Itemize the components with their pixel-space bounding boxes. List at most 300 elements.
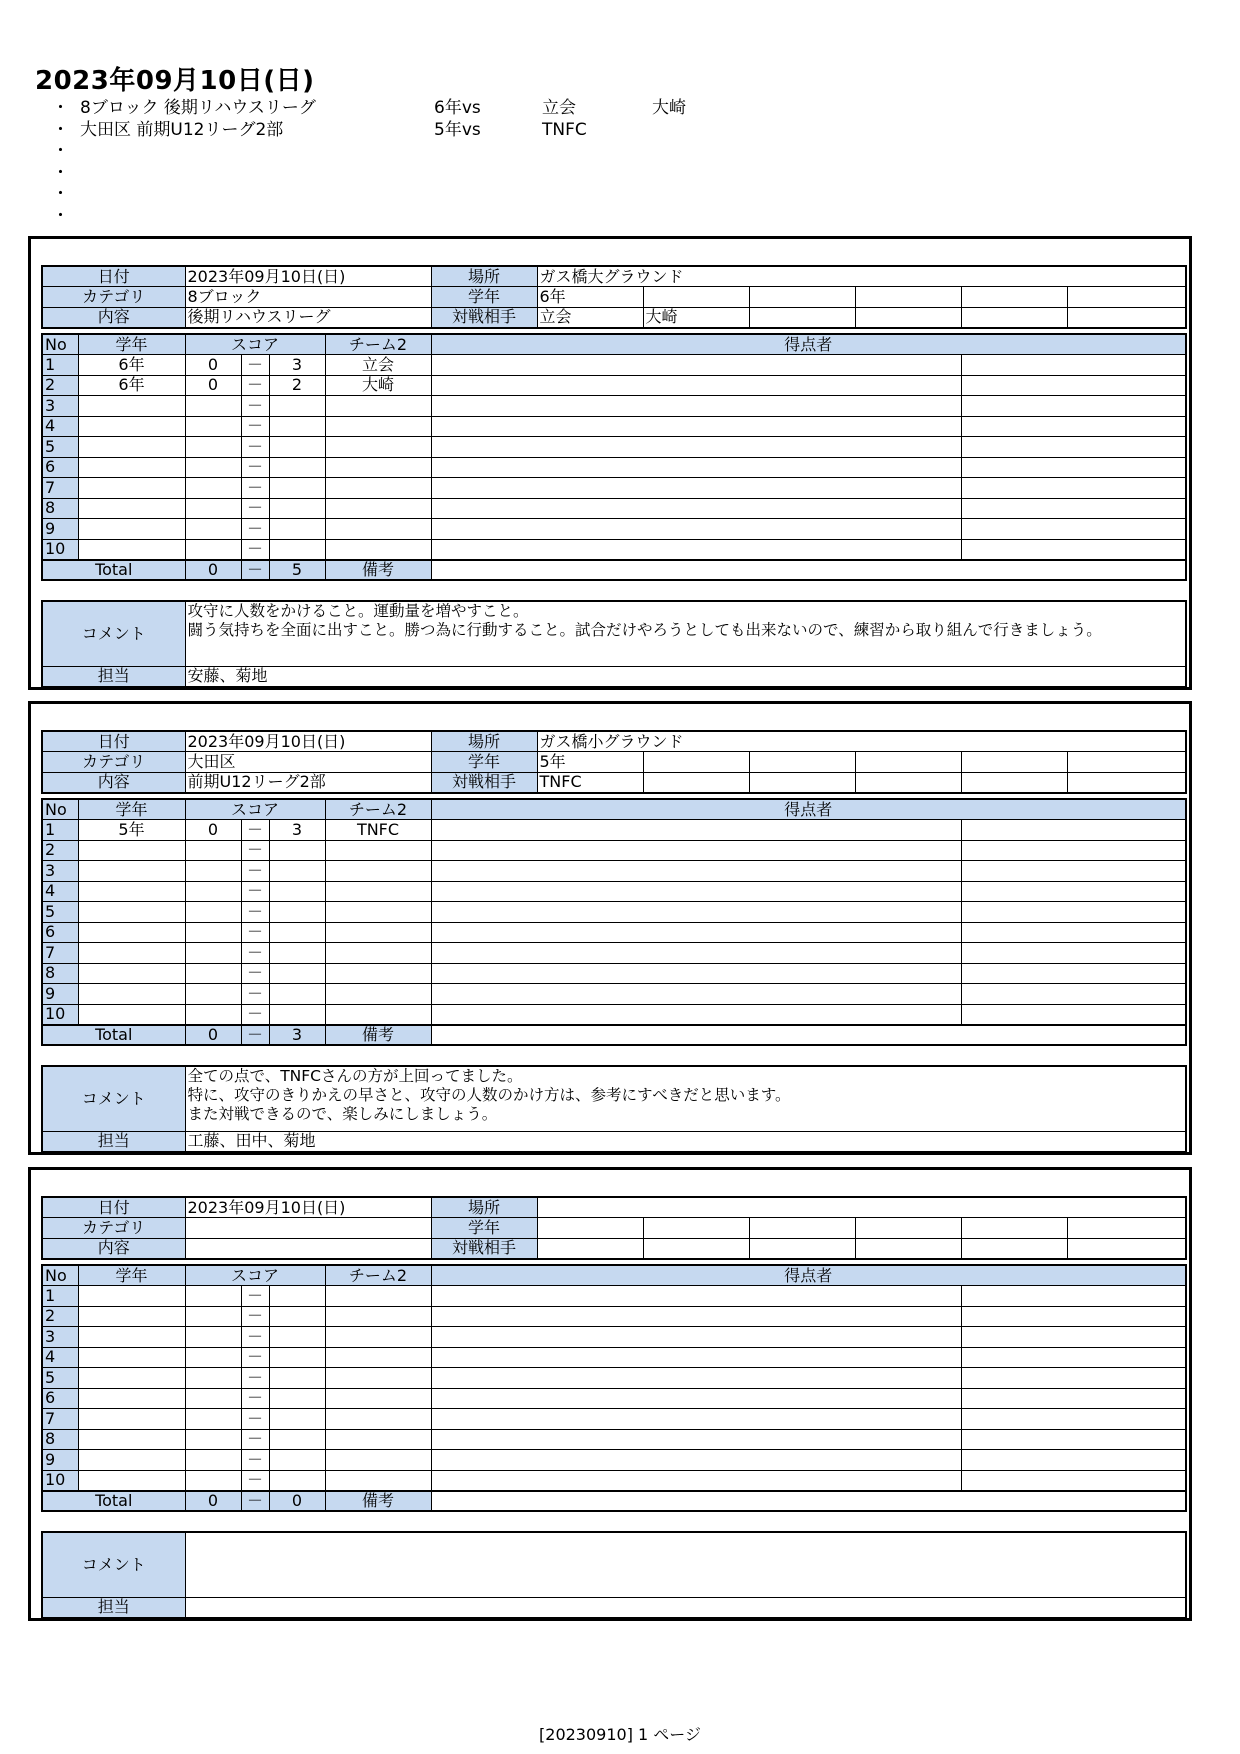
row-score-dash: － — [241, 1368, 269, 1389]
score-row — [42, 861, 1186, 882]
row-number: 8 — [42, 963, 78, 984]
row-team2 — [325, 1286, 431, 1307]
score-row — [42, 820, 1186, 841]
row-scorer-extra — [961, 457, 1186, 478]
grade-extra-cell — [749, 1218, 855, 1239]
row-number: 3 — [42, 1327, 78, 1348]
staff-label: 担当 — [42, 1597, 185, 1618]
row-team2 — [325, 498, 431, 519]
row-score-opp — [269, 416, 325, 437]
grade-header: 学年 — [78, 334, 185, 355]
row-score-opp — [269, 457, 325, 478]
row-score-opp — [269, 1388, 325, 1409]
row-team2 — [325, 840, 431, 861]
row-score-dash: － — [241, 396, 269, 417]
row-scorer — [431, 478, 961, 499]
row-scorer-extra — [961, 478, 1186, 499]
row-scorer — [431, 1368, 961, 1389]
row-number: 6 — [42, 457, 78, 478]
category-value: 大田区 — [185, 752, 431, 773]
row-score-opp — [269, 1429, 325, 1450]
row-number: 5 — [42, 902, 78, 923]
row-team2 — [325, 902, 431, 923]
row-scorer-extra — [961, 984, 1186, 1005]
row-score-dash: － — [241, 1004, 269, 1025]
row-scorer-extra — [961, 922, 1186, 943]
row-score-opp — [269, 1286, 325, 1307]
total-dash: － — [241, 1025, 269, 1046]
page-footer: [20230910] 1 ページ — [539, 1725, 701, 1744]
staff-label: 担当 — [42, 666, 185, 687]
row-score-dash: － — [241, 539, 269, 560]
row-team2: 立会 — [325, 355, 431, 376]
row-team2 — [325, 922, 431, 943]
opponent-extra-cell — [961, 307, 1067, 328]
opponent-extra-cell — [1067, 772, 1186, 793]
row-team2 — [325, 1450, 431, 1471]
row-score-own: 0 — [185, 375, 241, 396]
opponent-extra-cell — [961, 1238, 1067, 1259]
row-score-own — [185, 1388, 241, 1409]
row-score-own — [185, 437, 241, 458]
date-label: 日付 — [42, 731, 185, 752]
row-grade — [78, 1347, 185, 1368]
row-number: 4 — [42, 1347, 78, 1368]
row-score-own — [185, 539, 241, 560]
row-team2 — [325, 963, 431, 984]
row-number: 7 — [42, 1409, 78, 1430]
score-row — [42, 498, 1186, 519]
row-team2 — [325, 881, 431, 902]
row-score-dash: － — [241, 881, 269, 902]
row-score-own — [185, 1347, 241, 1368]
row-grade — [78, 984, 185, 1005]
row-score-opp — [269, 984, 325, 1005]
row-scorer — [431, 1450, 961, 1471]
row-grade — [78, 1286, 185, 1307]
row-grade — [78, 1388, 185, 1409]
score-row — [42, 1347, 1186, 1368]
row-number: 10 — [42, 1470, 78, 1491]
grade-header: 学年 — [78, 1265, 185, 1286]
opponent-extra-cell — [855, 1238, 961, 1259]
category-label: カテゴリ — [42, 752, 185, 773]
row-scorer-extra — [961, 1388, 1186, 1409]
row-grade — [78, 498, 185, 519]
row-number: 8 — [42, 498, 78, 519]
scorer-header: 得点者 — [431, 334, 1186, 355]
row-number: 6 — [42, 922, 78, 943]
row-score-opp — [269, 861, 325, 882]
row-score-own — [185, 1409, 241, 1430]
row-number: 4 — [42, 881, 78, 902]
remarks-label: 備考 — [325, 1025, 431, 1046]
opponent-value — [537, 1238, 643, 1259]
row-number: 5 — [42, 1368, 78, 1389]
grade-value — [537, 1218, 643, 1239]
place-value — [537, 1197, 1186, 1218]
row-score-own — [185, 1450, 241, 1471]
date-label: 日付 — [42, 1197, 185, 1218]
category-label: カテゴリ — [42, 1218, 185, 1239]
row-grade — [78, 478, 185, 499]
row-scorer-extra — [961, 861, 1186, 882]
row-grade: 5年 — [78, 820, 185, 841]
score-row — [42, 943, 1186, 964]
total-own: 0 — [185, 560, 241, 581]
row-team2 — [325, 396, 431, 417]
row-grade — [78, 1470, 185, 1491]
row-scorer — [431, 437, 961, 458]
row-score-dash: － — [241, 943, 269, 964]
staff-value: 工藤、田中、菊地 — [185, 1131, 1186, 1152]
remarks-label: 備考 — [325, 560, 431, 581]
score-row — [42, 1004, 1186, 1025]
score-table — [41, 333, 1187, 581]
remarks-value — [431, 560, 1186, 581]
row-score-own — [185, 861, 241, 882]
row-score-opp — [269, 881, 325, 902]
row-score-own — [185, 922, 241, 943]
row-grade — [78, 943, 185, 964]
opponent-extra-cell — [855, 772, 961, 793]
total-label: Total — [42, 1491, 185, 1512]
match-info-table — [41, 730, 1187, 794]
grade-header: 学年 — [78, 799, 185, 820]
row-score-dash: － — [241, 375, 269, 396]
row-grade — [78, 519, 185, 540]
row-number: 10 — [42, 1004, 78, 1025]
row-scorer-extra — [961, 1327, 1186, 1348]
comment-value: 全ての点で、TNFCさんの方が上回ってました。 特に、攻守のきりかえの早さと、攻守の人数のかけ方は、参考にすべきだと思います。 また対戦できるので、楽しみにしましょう。 — [185, 1066, 1186, 1131]
no-header: No — [42, 1265, 78, 1286]
row-scorer — [431, 922, 961, 943]
row-score-dash: － — [241, 922, 269, 943]
row-score-opp: 3 — [269, 820, 325, 841]
row-score-dash: － — [241, 1347, 269, 1368]
row-score-opp — [269, 922, 325, 943]
total-own: 0 — [185, 1025, 241, 1046]
row-score-opp — [269, 1470, 325, 1491]
row-scorer — [431, 1470, 961, 1491]
no-header: No — [42, 334, 78, 355]
row-score-opp — [269, 902, 325, 923]
row-number: 3 — [42, 396, 78, 417]
comment-label: コメント — [42, 601, 185, 666]
summary-grade: 5年vs — [434, 119, 481, 140]
row-number: 6 — [42, 1388, 78, 1409]
row-number: 1 — [42, 820, 78, 841]
score-row — [42, 396, 1186, 417]
total-dash: － — [241, 560, 269, 581]
score-row — [42, 840, 1186, 861]
row-number: 3 — [42, 861, 78, 882]
row-score-own — [185, 984, 241, 1005]
total-own: 0 — [185, 1491, 241, 1512]
row-scorer-extra — [961, 1347, 1186, 1368]
row-score-opp — [269, 963, 325, 984]
row-scorer — [431, 375, 961, 396]
score-table — [41, 1264, 1187, 1512]
summary-match: 大田区 前期U12リーグ2部 — [80, 119, 284, 140]
row-scorer — [431, 396, 961, 417]
row-team2: 大崎 — [325, 375, 431, 396]
row-score-own: 0 — [185, 355, 241, 376]
row-grade — [78, 1429, 185, 1450]
row-score-opp — [269, 539, 325, 560]
content-value: 後期リハウスリーグ — [185, 307, 431, 328]
row-grade: 6年 — [78, 375, 185, 396]
staff-value — [185, 1597, 1186, 1618]
row-number: 2 — [42, 375, 78, 396]
row-score-dash: － — [241, 963, 269, 984]
row-scorer-extra — [961, 1429, 1186, 1450]
row-score-opp: 3 — [269, 355, 325, 376]
score-row — [42, 984, 1186, 1005]
total-opp: 5 — [269, 560, 325, 581]
row-scorer-extra — [961, 437, 1186, 458]
comment-value: 攻守に人数をかけること。運動量を増やすこと。 闘う気持ちを全面に出すこと。勝つ為に行動すること。試合だけやろうとしても出来ないので、練習から取り組んで行きましょう。 — [185, 601, 1186, 666]
row-grade — [78, 861, 185, 882]
score-row — [42, 1306, 1186, 1327]
team2-header: チーム2 — [325, 334, 431, 355]
scorer-header: 得点者 — [431, 1265, 1186, 1286]
row-score-own — [185, 943, 241, 964]
match-info-table — [41, 265, 1187, 329]
total-dash: － — [241, 1491, 269, 1512]
staff-label: 担当 — [42, 1131, 185, 1152]
row-grade: 6年 — [78, 355, 185, 376]
row-score-dash: － — [241, 1388, 269, 1409]
row-scorer — [431, 1388, 961, 1409]
row-scorer-extra — [961, 881, 1186, 902]
remarks-label: 備考 — [325, 1491, 431, 1512]
category-value — [185, 1218, 431, 1239]
total-opp: 3 — [269, 1025, 325, 1046]
row-scorer — [431, 1429, 961, 1450]
grade-extra-cell — [643, 287, 749, 308]
score-row — [42, 1429, 1186, 1450]
row-score-dash: － — [241, 902, 269, 923]
content-label: 内容 — [42, 1238, 185, 1259]
row-score-own — [185, 1306, 241, 1327]
content-value: 前期U12リーグ2部 — [185, 772, 431, 793]
score-row — [42, 1450, 1186, 1471]
opponent-value: 大崎 — [643, 307, 749, 328]
opponent-extra-cell — [749, 1238, 855, 1259]
total-label: Total — [42, 560, 185, 581]
row-number: 8 — [42, 1429, 78, 1450]
row-number: 9 — [42, 1450, 78, 1471]
row-scorer — [431, 1347, 961, 1368]
score-row — [42, 1388, 1186, 1409]
content-label: 内容 — [42, 307, 185, 328]
row-team2 — [325, 437, 431, 458]
scorer-header: 得点者 — [431, 799, 1186, 820]
score-row — [42, 375, 1186, 396]
row-scorer-extra — [961, 375, 1186, 396]
row-score-opp — [269, 1409, 325, 1430]
grade-extra-cell — [1067, 1218, 1186, 1239]
row-team2 — [325, 1368, 431, 1389]
row-score-dash: － — [241, 478, 269, 499]
row-score-opp — [269, 437, 325, 458]
page-title: 2023年09月10日(日) — [35, 66, 315, 96]
row-score-dash: － — [241, 840, 269, 861]
row-team2 — [325, 478, 431, 499]
score-row — [42, 416, 1186, 437]
grade-extra-cell — [961, 752, 1067, 773]
grade-extra-cell — [855, 1218, 961, 1239]
row-team2 — [325, 1470, 431, 1491]
row-score-own — [185, 902, 241, 923]
row-number: 2 — [42, 840, 78, 861]
row-score-own — [185, 881, 241, 902]
row-team2 — [325, 1388, 431, 1409]
row-team2 — [325, 1327, 431, 1348]
score-row — [42, 539, 1186, 560]
summary-opponent: TNFC — [542, 119, 587, 140]
grade-extra-cell — [643, 752, 749, 773]
row-team2 — [325, 1347, 431, 1368]
opponent-extra-cell — [1067, 1238, 1186, 1259]
row-scorer — [431, 1004, 961, 1025]
comment-table — [41, 1531, 1187, 1619]
summary-grade: 6年vs — [434, 98, 481, 118]
row-scorer — [431, 840, 961, 861]
place-value: ガス橋小グラウンド — [537, 731, 1186, 752]
row-score-own — [185, 416, 241, 437]
comment-table — [41, 1065, 1187, 1153]
row-grade — [78, 1327, 185, 1348]
row-score-dash: － — [241, 820, 269, 841]
row-scorer-extra — [961, 1286, 1186, 1307]
row-number: 1 — [42, 355, 78, 376]
score-row — [42, 457, 1186, 478]
grade-extra-cell — [961, 287, 1067, 308]
row-score-dash: － — [241, 1286, 269, 1307]
row-team2: TNFC — [325, 820, 431, 841]
row-score-own — [185, 1286, 241, 1307]
opponent-label: 対戦相手 — [431, 1238, 537, 1259]
row-score-dash: － — [241, 519, 269, 540]
row-scorer — [431, 820, 961, 841]
row-team2 — [325, 984, 431, 1005]
total-label: Total — [42, 1025, 185, 1046]
row-score-own — [185, 498, 241, 519]
row-number: 7 — [42, 943, 78, 964]
row-score-own: 0 — [185, 820, 241, 841]
row-score-opp — [269, 1327, 325, 1348]
grade-extra-cell — [643, 1218, 749, 1239]
row-scorer — [431, 416, 961, 437]
comment-label: コメント — [42, 1066, 185, 1131]
row-score-own — [185, 457, 241, 478]
row-score-opp — [269, 396, 325, 417]
row-score-dash: － — [241, 416, 269, 437]
row-score-opp — [269, 840, 325, 861]
opponent-extra-cell — [961, 772, 1067, 793]
row-scorer — [431, 943, 961, 964]
row-scorer-extra — [961, 355, 1186, 376]
grade-extra-cell — [749, 752, 855, 773]
row-score-opp — [269, 519, 325, 540]
row-grade — [78, 416, 185, 437]
row-score-opp — [269, 1450, 325, 1471]
row-number: 2 — [42, 1306, 78, 1327]
remarks-value — [431, 1025, 1186, 1046]
row-number: 9 — [42, 519, 78, 540]
row-score-dash: － — [241, 1470, 269, 1491]
score-table — [41, 798, 1187, 1046]
row-scorer — [431, 902, 961, 923]
row-grade — [78, 902, 185, 923]
row-scorer — [431, 498, 961, 519]
row-grade — [78, 1306, 185, 1327]
summary-opponent: 立会 — [542, 98, 576, 118]
date-value: 2023年09月10日(日) — [185, 266, 431, 287]
row-score-opp — [269, 1368, 325, 1389]
row-scorer — [431, 457, 961, 478]
row-scorer — [431, 963, 961, 984]
score-row — [42, 902, 1186, 923]
row-score-dash: － — [241, 1306, 269, 1327]
grade-label: 学年 — [431, 752, 537, 773]
row-team2 — [325, 519, 431, 540]
row-scorer — [431, 984, 961, 1005]
summary-match: 8ブロック 後期リハウスリーグ — [80, 98, 316, 118]
row-score-dash: － — [241, 1409, 269, 1430]
score-row — [42, 881, 1186, 902]
opponent-extra-cell — [749, 307, 855, 328]
row-score-own — [185, 478, 241, 499]
place-value: ガス橋大グラウンド — [537, 266, 1186, 287]
summary-opponent: 大崎 — [652, 98, 686, 118]
row-scorer-extra — [961, 396, 1186, 417]
row-scorer-extra — [961, 1004, 1186, 1025]
grade-extra-cell — [855, 752, 961, 773]
row-score-dash: － — [241, 355, 269, 376]
score-header: スコア — [185, 799, 325, 820]
category-label: カテゴリ — [42, 287, 185, 308]
score-row — [42, 437, 1186, 458]
remarks-value — [431, 1491, 1186, 1512]
row-score-opp — [269, 478, 325, 499]
opponent-extra-cell — [1067, 307, 1186, 328]
row-scorer-extra — [961, 820, 1186, 841]
row-grade — [78, 437, 185, 458]
row-scorer-extra — [961, 1450, 1186, 1471]
row-score-own — [185, 1470, 241, 1491]
row-grade — [78, 840, 185, 861]
row-grade — [78, 457, 185, 478]
score-row — [42, 1327, 1186, 1348]
row-scorer-extra — [961, 539, 1186, 560]
category-value: 8ブロック — [185, 287, 431, 308]
team2-header: チーム2 — [325, 799, 431, 820]
row-team2 — [325, 1409, 431, 1430]
content-value — [185, 1238, 431, 1259]
row-score-dash: － — [241, 861, 269, 882]
score-row — [42, 1286, 1186, 1307]
row-grade — [78, 922, 185, 943]
row-scorer-extra — [961, 840, 1186, 861]
row-score-opp — [269, 1004, 325, 1025]
row-number: 1 — [42, 1286, 78, 1307]
row-scorer — [431, 861, 961, 882]
match-info-table — [41, 1196, 1187, 1260]
row-score-own — [185, 1327, 241, 1348]
